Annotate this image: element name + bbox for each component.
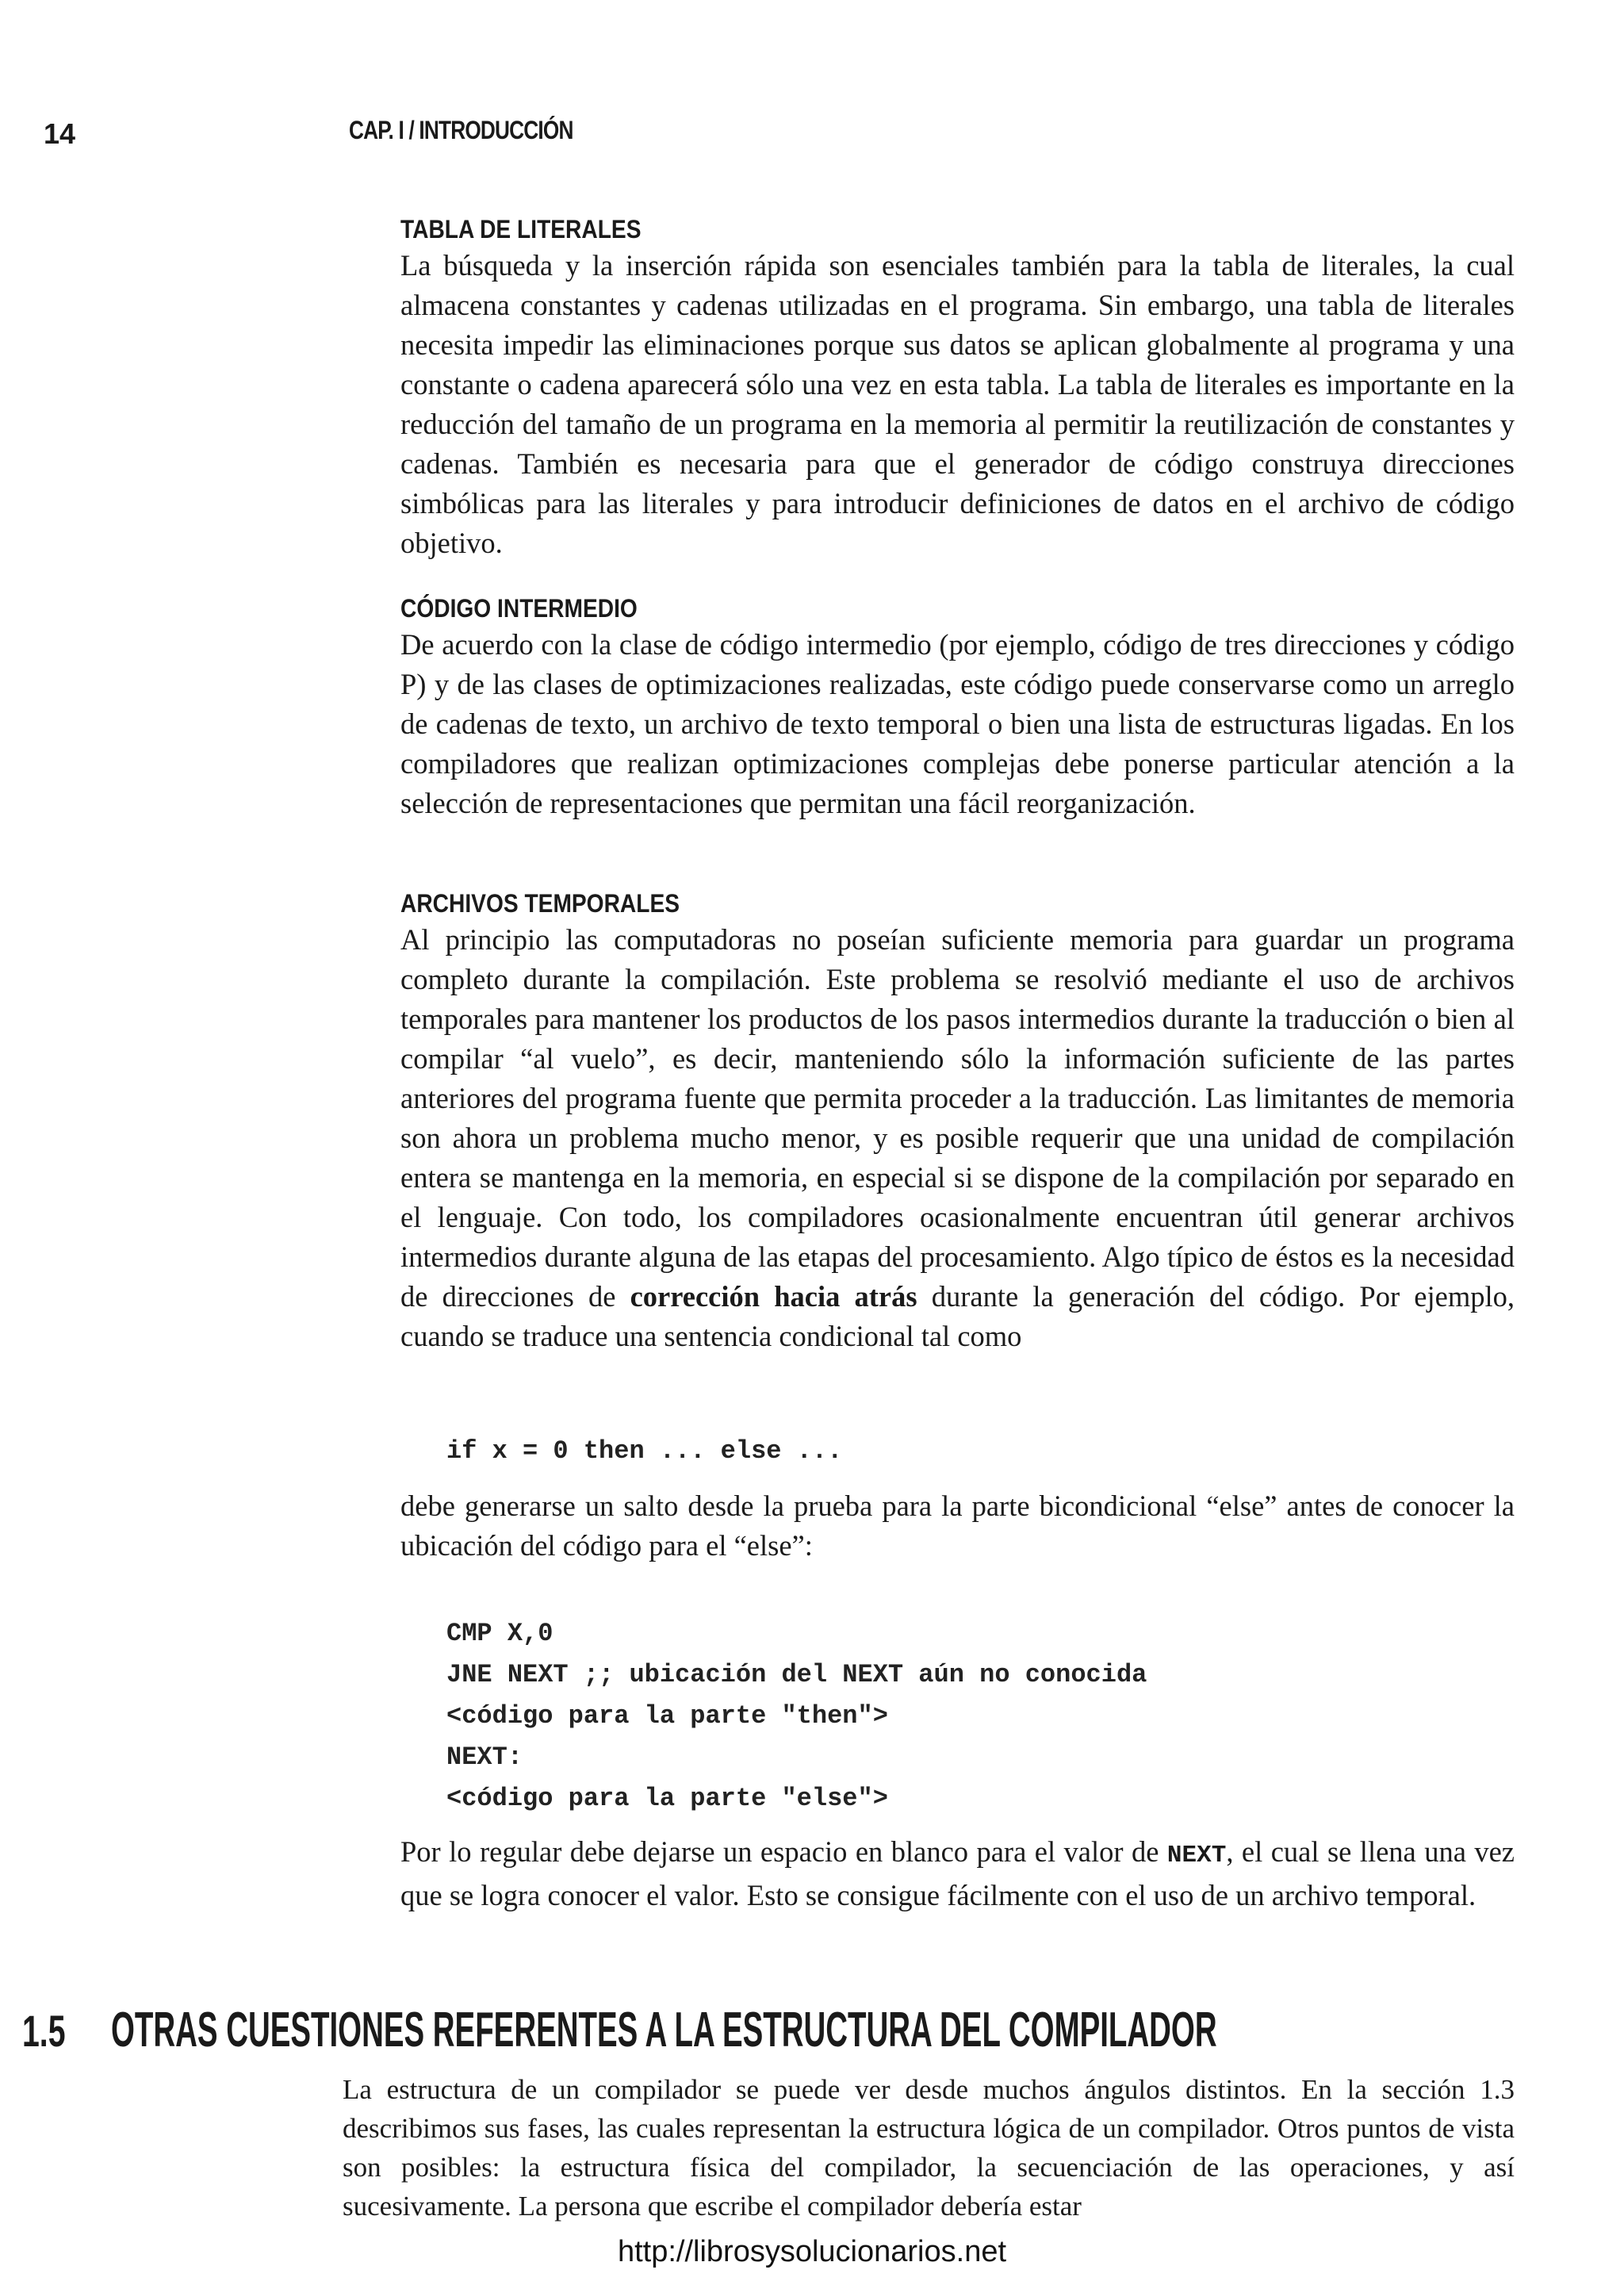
code-line: JNE NEXT ;; ubicación del NEXT aún no conocida xyxy=(446,1660,1147,1689)
section-title-intermedio: CÓDIGO INTERMEDIO xyxy=(400,594,638,623)
section-temporales xyxy=(400,887,1515,1356)
page-number: 14 xyxy=(44,117,76,150)
paragraph-temporales-mid: debe generarse un salto desde la prueba para la parte bicondicional “else” antes de conocer la ubicación del código para el “else”: xyxy=(400,1489,1515,1562)
text-run: Al principio las computadoras no poseían suficiente memoria para guardar un programa completo durante la compilación. Este problema se resolvió mediante el uso de archivos temporales para mantener los productos de los pasos intermedios durante la traducción o bien al compilar “al vuelo”, es decir, manteniendo sólo la información suficiente de las partes anteriores del programa fuente que permita proceder a la traducción. Las limitantes de memoria son ahora un problema mucho menor, y es posible requerir que una unidad de compilación entera se mantenga en la memoria, en especial si se dispone de la compilación por separado en el lenguaje. Con todo, los compiladores ocasionalmente encuentran útil generar archivos intermedios durante alguna de las etapas del procesamiento. Algo típico de éstos es la necesidad de direcciones de xyxy=(400,923,1515,1313)
code-inline-example: if x = 0 then ... else ... xyxy=(446,1436,843,1466)
section-number: 1.5 xyxy=(22,2006,66,2056)
code-block xyxy=(446,1613,1147,1819)
text-run: , el cual se llena una vez que se logra conocer el valor. Esto se consigue fácilmente con el uso de un archivo temporal. xyxy=(400,1835,1515,1911)
paragraph-temporales-end xyxy=(400,1832,1515,1915)
paragraph-temporales-end-wrap xyxy=(400,1832,1515,1915)
section-heading: OTRAS CUESTIONES REFERENTES A LA ESTRUCTURA DEL COMPILADOR xyxy=(111,2003,1217,2057)
section-literales xyxy=(400,213,1515,563)
chapter-header: CAP. I / INTRODUCCIÓN xyxy=(349,116,573,144)
inline-code: NEXT xyxy=(1166,1842,1227,1869)
paragraph-intermedio: De acuerdo con la clase de código intermedio (por ejemplo, código de tres direcciones y código P) y de las clases de optimizaciones realizadas, este código puede conservarse como un arreglo de cadenas de texto, un archivo de texto temporal o bien una lista de estructuras ligadas. En los compiladores que realizan optimizaciones complejas debe ponerse particular atención a la selección de representaciones que permitan una fácil reorganización. xyxy=(400,628,1515,819)
paragraph-literales: La búsqueda y la inserción rápida son esenciales también para la tabla de literales, la cual almacena constantes y cadenas utilizadas en el programa. Sin embargo, una tabla de literales necesita impedir las eliminaciones porque sus datos se aplican globalmente al programa y una constante o cadena aparecerá sólo una vez en esta tabla. La tabla de literales es importante en la reducción del tamaño de un programa en la memoria al permitir la reutilización de constantes y cadenas. También es necesaria para que el generador de código construya direcciones simbólicas para las literales y para introducir definiciones de datos en el archivo de código objetivo. xyxy=(400,249,1515,559)
footer-url[interactable]: http://librosysolucionarios.net xyxy=(617,2235,1007,2268)
code-line: NEXT: xyxy=(446,1743,523,1772)
section-title-temporales: ARCHIVOS TEMPORALES xyxy=(400,889,680,918)
section-title-literales: TABLA DE LITERALES xyxy=(400,215,642,243)
paragraph-temporales xyxy=(400,920,1515,1356)
paragraph-section-15: La estructura de un compilador se puede ver desde muchos ángulos distintos. En la sección 1.3 describimos sus fases, las cuales representan la estructura lógica de un compilador. Otros puntos de vista son posibles: la estructura física del compilador, la secuenciación de las operaciones, y así sucesivamente. La persona que escribe el compilador debería estar xyxy=(343,2074,1515,2222)
text-run: durante la generación del código. Por ejemplo, cuando se traduce una sentencia condicional tal como xyxy=(400,1280,1515,1352)
code-line: CMP X,0 xyxy=(446,1619,553,1648)
code-line: <código para la parte "else"> xyxy=(446,1784,888,1813)
section-15-body xyxy=(343,2070,1515,2226)
paragraph-temporales-mid-wrap xyxy=(400,1486,1515,1566)
bold-term: corrección hacia atrás xyxy=(630,1280,917,1313)
section-intermedio xyxy=(400,592,1515,823)
code-line: <código para la parte "then"> xyxy=(446,1701,888,1731)
text-run: Por lo regular debe dejarse un espacio en blanco para el valor de xyxy=(400,1835,1167,1868)
